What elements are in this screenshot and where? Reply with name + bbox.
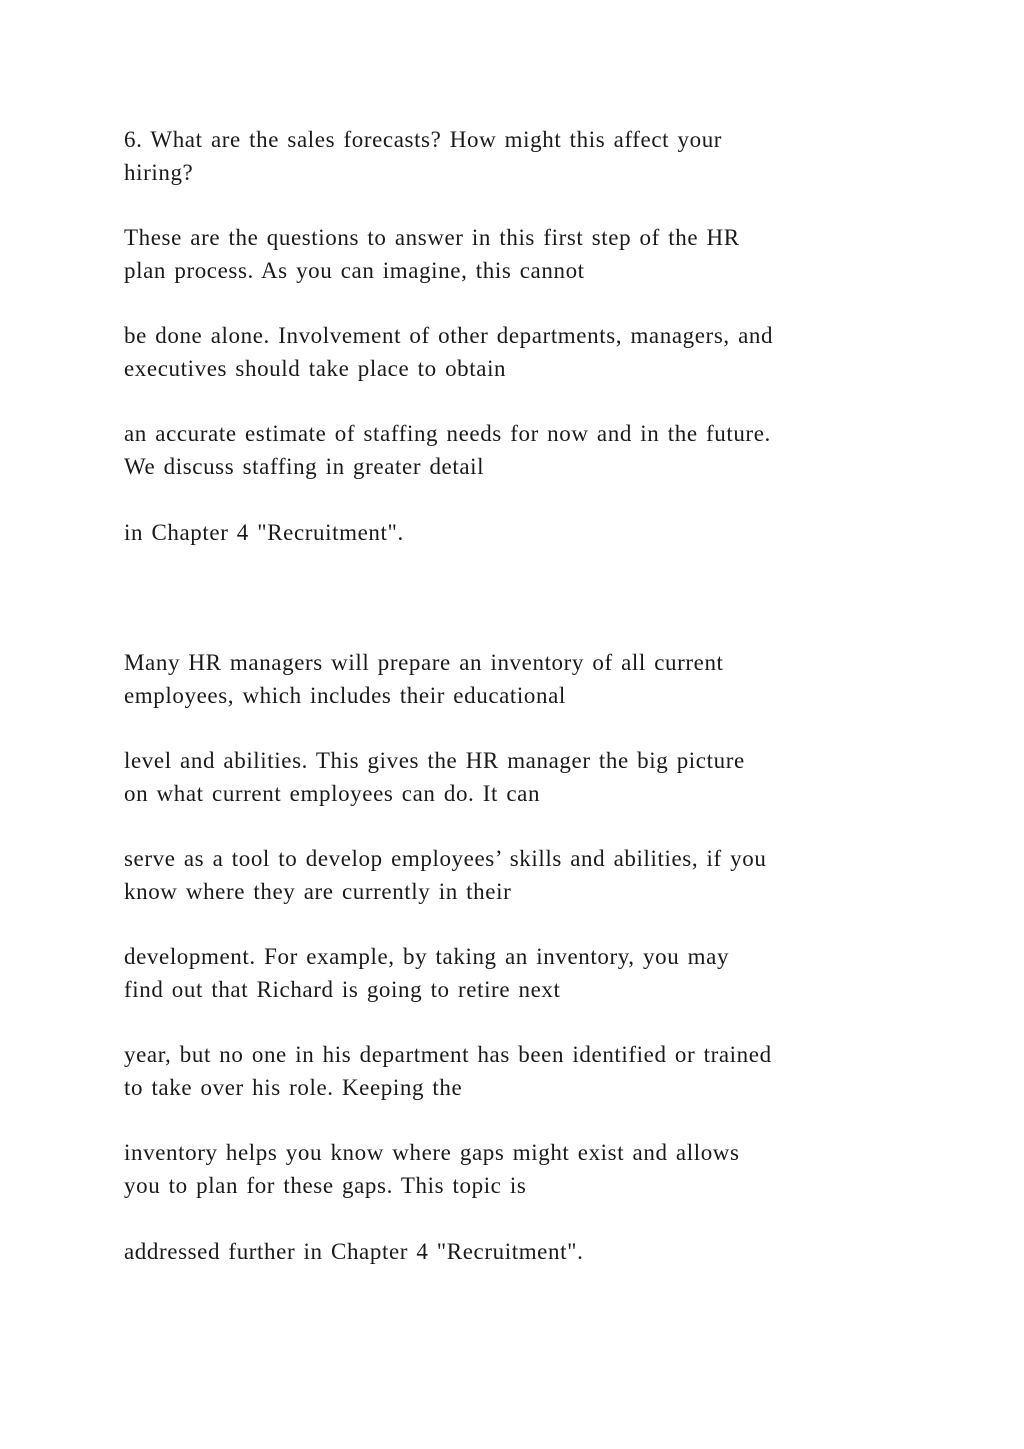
paragraph-example	[124, 940, 924, 1006]
paragraph-develop-skills	[124, 842, 924, 908]
paragraph-chapter-reference	[124, 516, 924, 549]
text-line: an accurate estimate of staffing needs for now and in the future.	[124, 421, 771, 446]
text-line: addressed further in Chapter 4 "Recruitment".	[124, 1239, 584, 1264]
paragraph-sales-forecasts	[124, 123, 924, 189]
text-line: plan process. As you can imagine, this cannot	[124, 258, 585, 283]
text-line: find out that Richard is going to retire next	[124, 977, 561, 1002]
paragraph-abilities	[124, 744, 924, 810]
text-line: in Chapter 4 "Recruitment".	[124, 520, 404, 545]
text-line: serve as a tool to develop employees’ skills and abilities, if you	[124, 846, 767, 871]
text-line: employees, which includes their educational	[124, 683, 566, 708]
paragraph-estimate	[124, 417, 924, 483]
text-line: inventory helps you know where gaps might exist and allows	[124, 1140, 740, 1165]
text-line: be done alone. Involvement of other departments, managers, and	[124, 323, 774, 348]
text-line: level and abilities. This gives the HR manager the big picture	[124, 748, 745, 773]
paragraph-inventory	[124, 646, 924, 712]
paragraph-gaps	[124, 1136, 924, 1202]
text-line: We discuss staffing in greater detail	[124, 454, 485, 479]
paragraph-addressed-further	[124, 1235, 924, 1268]
paragraph-succession	[124, 1038, 924, 1104]
text-line: hiring?	[124, 160, 194, 185]
text-line: you to plan for these gaps. This topic is	[124, 1173, 527, 1198]
text-line: to take over his role. Keeping the	[124, 1075, 463, 1100]
text-line: Many HR managers will prepare an inventory of all current	[124, 650, 724, 675]
text-line: These are the questions to answer in this first step of the HR	[124, 225, 740, 250]
text-line: executives should take place to obtain	[124, 356, 507, 381]
text-line: on what current employees can do. It can	[124, 781, 541, 806]
text-line: 6. What are the sales forecasts? How might this affect your	[124, 127, 723, 152]
paragraph-questions	[124, 221, 924, 287]
text-line: year, but no one in his department has been identified or trained	[124, 1042, 772, 1067]
text-line: know where they are currently in their	[124, 879, 512, 904]
text-line: development. For example, by taking an inventory, you may	[124, 944, 730, 969]
paragraph-involvement	[124, 319, 924, 385]
